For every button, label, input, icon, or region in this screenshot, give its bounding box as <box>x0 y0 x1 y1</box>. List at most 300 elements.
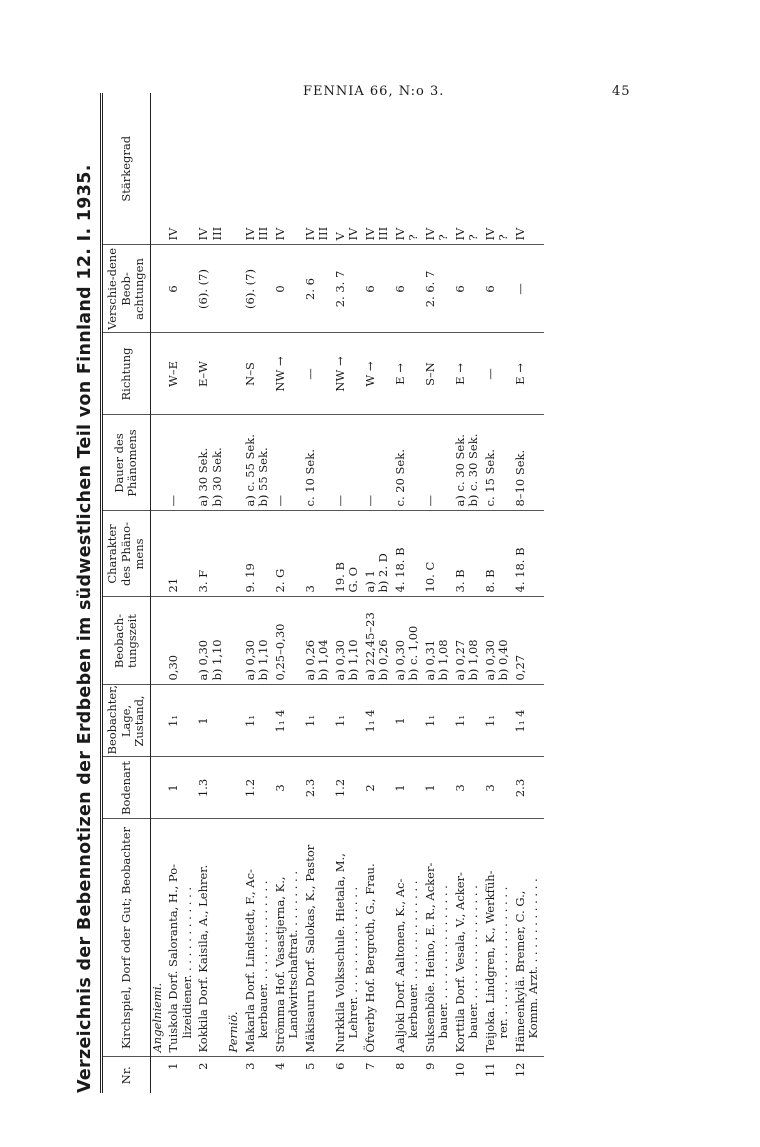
cell-staerkegrad-line: IV <box>422 227 437 241</box>
cell-kirchspiel <box>334 819 361 1057</box>
cell-staerkegrad-line: IV <box>302 227 317 241</box>
cell-verschiedene-line: (6). (7) <box>242 269 257 309</box>
cell-zeit <box>484 597 511 685</box>
cell-beobachter <box>304 685 331 757</box>
cell-zeit <box>274 597 301 685</box>
cell-kirchspiel-line: Tuiskola Dorf. Saloranta, H., Po- <box>166 864 180 1053</box>
cell-kirchspiel <box>454 819 481 1057</box>
cell-dauer <box>304 415 331 511</box>
cell-bodenart-line: 3 <box>482 784 497 792</box>
cell-zeit <box>334 597 361 685</box>
cell-charakter <box>394 511 421 597</box>
cell-dauer <box>197 415 224 511</box>
cell-beobachter-line: 1₁ 4 <box>272 709 287 733</box>
cell-dauer <box>514 415 541 511</box>
cell-zeit-line: a) 0,26 <box>302 639 317 681</box>
cell-richtung <box>454 333 481 415</box>
cell-dauer <box>244 415 271 511</box>
col-header-verschiedene: Verschie-dene Beob-achtungen <box>102 245 151 333</box>
col-header-dauer: Dauer des Phänomens <box>102 415 151 511</box>
cell-beobachter <box>514 685 541 757</box>
cell-kirchspiel <box>167 819 194 1057</box>
cell-dauer-line: — <box>166 495 180 507</box>
cell-dauer-line: 8–10 Sek. <box>512 449 527 507</box>
cell-kirchspiel <box>304 819 331 1057</box>
cell-kirchspiel-line-2: rer. . . . . . . . . . . . . . . . . . . <box>496 886 510 1039</box>
cell-richtung-line: — <box>302 368 317 380</box>
cell-verschiedene-line: 6 <box>452 285 467 293</box>
cell-staerkegrad-line: IV <box>392 227 407 241</box>
cell-beobachter <box>197 685 224 757</box>
cell-verschiedene <box>167 245 194 333</box>
cell-dauer-line-2: b) c. 30 Sek. <box>466 433 480 507</box>
cell-nr <box>197 1057 224 1093</box>
cell-dauer-line: a) c. 55 Sek. <box>242 434 257 507</box>
cell-beobachter <box>334 685 361 757</box>
cell-nr-line: 1 <box>166 1062 180 1070</box>
cell-staerkegrad-line-2: III <box>256 226 270 241</box>
cell-charakter <box>197 511 224 597</box>
cell-staerkegrad-line-2: ? <box>496 234 510 241</box>
cell-beobachter <box>364 685 391 757</box>
cell-nr <box>150 1057 164 1093</box>
cell-nr <box>364 1057 391 1093</box>
cell-zeit-line-2: b) 1,10 <box>256 639 270 681</box>
table-row <box>244 93 271 1093</box>
cell-staerkegrad-line-2: IV <box>346 227 360 241</box>
cell-beobachter <box>244 685 271 757</box>
cell-charakter-line: 3 <box>302 585 317 593</box>
cell-charakter-line: 4. 18. B <box>512 547 527 593</box>
spacer-cell <box>541 597 544 685</box>
cell-staerkegrad <box>424 93 451 245</box>
cell-staerkegrad-line-2: ? <box>436 234 450 241</box>
cell-charakter <box>227 511 241 597</box>
cell-charakter <box>334 511 361 597</box>
cell-bodenart-line: 1 <box>392 784 407 792</box>
cell-zeit-line: 0,30 <box>166 654 180 681</box>
cell-kirchspiel <box>394 819 421 1057</box>
cell-zeit-line-2: b) 0,40 <box>496 639 510 681</box>
cell-bodenart-line: 3 <box>452 784 467 792</box>
cell-richtung-line: E → <box>512 363 527 385</box>
cell-richtung-line: E → <box>452 363 467 385</box>
cell-charakter-line: 9. 19 <box>242 563 257 593</box>
cell-dauer-line: c. 20 Sek. <box>392 449 407 507</box>
cell-bodenart <box>424 757 451 819</box>
cell-beobachter-line: 1₁ <box>332 715 347 727</box>
cell-zeit <box>424 597 451 685</box>
cell-dauer-line-2: b) 55 Sek. <box>256 447 270 507</box>
cell-bodenart <box>394 757 421 819</box>
table-header-row <box>102 93 151 1093</box>
cell-staerkegrad <box>227 93 241 245</box>
cell-beobachter <box>167 685 194 757</box>
table-row <box>274 93 301 1093</box>
cell-verschiedene <box>274 245 301 333</box>
cell-staerkegrad <box>484 93 511 245</box>
col-header-charakter: Charakter des Phäno-mens <box>102 511 151 597</box>
cell-richtung <box>304 333 331 415</box>
cell-bodenart-line: 1.3 <box>196 778 210 798</box>
cell-verschiedene-line: — <box>512 283 527 295</box>
col-header-nr: Nr. <box>102 1057 151 1093</box>
cell-charakter <box>454 511 481 597</box>
cell-zeit <box>454 597 481 685</box>
cell-richtung <box>244 333 271 415</box>
cell-verschiedene <box>364 245 391 333</box>
cell-zeit <box>197 597 224 685</box>
cell-nr <box>424 1057 451 1093</box>
cell-richtung <box>484 333 511 415</box>
cell-charakter <box>514 511 541 597</box>
cell-bodenart <box>167 757 194 819</box>
cell-verschiedene-line: 6 <box>362 285 377 293</box>
cell-bodenart <box>334 757 361 819</box>
cell-kirchspiel-line: Öfverby Hof. Bergroth, G., Frau. <box>362 863 377 1053</box>
table-row <box>484 93 511 1093</box>
table-row <box>424 93 451 1093</box>
cell-charakter-line: 3. B <box>452 569 467 593</box>
cell-staerkegrad <box>304 93 331 245</box>
cell-staerkegrad <box>244 93 271 245</box>
cell-zeit-line: 0,27 <box>512 654 527 681</box>
cell-zeit <box>394 597 421 685</box>
region-row <box>150 93 164 1093</box>
cell-charakter <box>304 511 331 597</box>
cell-zeit-line-2: b) 1,08 <box>436 639 450 681</box>
cell-beobachter-line: 1₁ <box>482 715 497 727</box>
cell-kirchspiel <box>197 819 224 1057</box>
cell-staerkegrad-line-2: III <box>376 226 390 241</box>
cell-verschiedene-line: 6 <box>392 285 407 293</box>
cell-bodenart <box>274 757 301 819</box>
cell-staerkegrad-line: IV <box>512 227 527 241</box>
cell-kirchspiel-line-2: Lehrer. . . . . . . . . . . . . . . . <box>346 886 360 1039</box>
cell-richtung-line: NW → <box>272 356 287 392</box>
cell-beobachter-line: 1₁ 4 <box>512 709 527 733</box>
cell-zeit-line: a) 0,30 <box>392 639 407 681</box>
cell-zeit-line-2: b) 1,10 <box>346 639 360 681</box>
region-name: Perniö. <box>227 819 241 1057</box>
cell-nr-line: 10 <box>452 1062 467 1078</box>
cell-verschiedene <box>244 245 271 333</box>
cell-kirchspiel-line: Hämeenkylä. Bremer, C. G., <box>512 890 527 1053</box>
cell-staerkegrad <box>274 93 301 245</box>
table-row <box>197 93 224 1093</box>
cell-zeit <box>227 597 241 685</box>
cell-charakter-line-2: G. O <box>346 566 360 593</box>
cell-kirchspiel <box>484 819 511 1057</box>
cell-dauer <box>227 415 241 511</box>
cell-charakter-line: 4. 18. B <box>392 547 407 593</box>
cell-verschiedene-line: 6 <box>482 285 497 293</box>
cell-dauer-line: — <box>272 495 287 507</box>
cell-verschiedene-line: 2. 6 <box>302 278 317 300</box>
rotated-table-block <box>70 93 640 1093</box>
cell-zeit-line: a) 0,30 <box>332 639 347 681</box>
cell-bodenart-line: 1 <box>166 784 180 792</box>
cell-richtung-line: E–W <box>196 361 210 387</box>
cell-kirchspiel <box>424 819 451 1057</box>
cell-zeit-line: a) 0,27 <box>452 639 467 681</box>
cell-richtung <box>334 333 361 415</box>
cell-verschiedene <box>150 245 164 333</box>
cell-staerkegrad-line-2: III <box>316 226 330 241</box>
cell-staerkegrad <box>150 93 164 245</box>
cell-beobachter <box>424 685 451 757</box>
cell-zeit-line-2: b) 1,04 <box>316 639 330 681</box>
cell-bodenart <box>364 757 391 819</box>
cell-richtung-line: S–N <box>422 362 437 386</box>
cell-dauer-line: c. 10 Sek. <box>302 449 317 507</box>
cell-nr-line: 6 <box>332 1062 347 1070</box>
cell-nr <box>334 1057 361 1093</box>
cell-dauer <box>167 415 194 511</box>
cell-charakter-line: 19. B <box>332 562 347 593</box>
cell-kirchspiel-line-2: kerbauer. . . . . . . . . . . . . . . <box>406 880 420 1039</box>
cell-beobachter-line: 1 <box>196 717 210 725</box>
table-body <box>150 93 544 1093</box>
cell-kirchspiel <box>244 819 271 1057</box>
cell-richtung <box>364 333 391 415</box>
cell-richtung <box>394 333 421 415</box>
cell-dauer <box>150 415 164 511</box>
cell-richtung <box>514 333 541 415</box>
cell-charakter-line: a) 1 <box>362 570 377 593</box>
cell-staerkegrad <box>197 93 224 245</box>
cell-bodenart-line: 2.3 <box>512 778 527 798</box>
cell-zeit <box>150 597 164 685</box>
cell-verschiedene-line: (6). (7) <box>196 269 210 309</box>
cell-staerkegrad <box>334 93 361 245</box>
cell-nr-line: 5 <box>302 1062 317 1070</box>
cell-charakter-line: 8. B <box>482 569 497 593</box>
cell-verschiedene <box>334 245 361 333</box>
cell-nr <box>454 1057 481 1093</box>
cell-dauer-line: c. 15 Sek. <box>482 449 497 507</box>
cell-dauer-line: — <box>422 495 437 507</box>
cell-nr-line: 9 <box>422 1062 437 1070</box>
cell-staerkegrad-line: IV <box>272 227 287 241</box>
cell-kirchspiel <box>514 819 541 1057</box>
cell-bodenart-line: 3 <box>272 784 287 792</box>
cell-charakter-line: 3. F <box>196 569 210 593</box>
col-header-richtung: Richtung <box>102 333 151 415</box>
cell-staerkegrad <box>394 93 421 245</box>
cell-verschiedene-line: 6 <box>166 285 180 293</box>
earthquake-table <box>100 93 544 1093</box>
col-header-beobachter: Beobachter, Lage, Zustand, <box>102 685 151 757</box>
cell-beobachter-line: 1₁ <box>302 715 317 727</box>
cell-verschiedene <box>197 245 224 333</box>
cell-kirchspiel-line: Strömma Hof. Vasastjerna, K., <box>272 876 287 1053</box>
table-row <box>334 93 361 1093</box>
cell-beobachter <box>394 685 421 757</box>
cell-beobachter-line: 1₁ <box>242 715 257 727</box>
cell-bodenart <box>484 757 511 819</box>
cell-kirchspiel-line: Teijoka. Lindgren, K., Werkfüh- <box>482 870 497 1053</box>
cell-bodenart-line: 1.2 <box>332 778 347 798</box>
cell-nr <box>514 1057 541 1093</box>
cell-staerkegrad <box>364 93 391 245</box>
cell-bodenart <box>244 757 271 819</box>
cell-kirchspiel-line: Nurkkila Volksschule. Hietala, M., <box>332 853 347 1053</box>
table-title: Verzeichnis der Bebennotizen der Erdbeben im südwestlichen Teil von Finnland 12. I. 1935. <box>75 164 95 1093</box>
cell-kirchspiel-line-2: bauer. . . . . . . . . . . . . . . . . <box>436 885 450 1039</box>
cell-kirchspiel-line: Aaljoki Dorf. Aaltonen, K., Ac- <box>392 878 407 1053</box>
table-row <box>304 93 331 1093</box>
cell-richtung <box>197 333 224 415</box>
cell-zeit-line-2: b) 0,26 <box>376 639 390 681</box>
cell-nr <box>484 1057 511 1093</box>
cell-kirchspiel <box>274 819 301 1057</box>
spacer-cell <box>541 93 544 245</box>
spacer-cell <box>541 1057 544 1093</box>
cell-staerkegrad-line: V <box>332 232 347 241</box>
cell-richtung-line: N–S <box>242 362 257 386</box>
cell-kirchspiel-line: Suksenböle. Heino, E. R., Acker- <box>422 862 437 1053</box>
region-row <box>227 93 241 1093</box>
cell-bodenart-line: 1 <box>422 784 437 792</box>
cell-zeit <box>514 597 541 685</box>
cell-beobachter-line: 1 <box>392 717 407 725</box>
cell-kirchspiel-line: Mäkisauru Dorf. Salokas, K., Pastor <box>302 844 317 1053</box>
cell-kirchspiel-line-2: Landwirtschaftrat. . . . . . . . . <box>286 870 300 1039</box>
cell-beobachter-line: 1₁ <box>422 715 437 727</box>
cell-charakter <box>424 511 451 597</box>
cell-bodenart <box>227 757 241 819</box>
cell-staerkegrad-line: IV <box>452 227 467 241</box>
spacer-cell <box>541 757 544 819</box>
cell-kirchspiel <box>364 819 391 1057</box>
cell-charakter <box>167 511 194 597</box>
cell-zeit-line: 0,25–0,30 <box>272 623 287 681</box>
cell-nr-line: 8 <box>392 1062 407 1070</box>
cell-bodenart-line: 2.3 <box>302 778 317 798</box>
cell-bodenart-line: 1.2 <box>242 778 257 798</box>
cell-zeit <box>167 597 194 685</box>
cell-charakter <box>274 511 301 597</box>
cell-dauer-line: — <box>332 495 347 507</box>
cell-nr-line: 7 <box>362 1062 377 1070</box>
cell-bodenart <box>454 757 481 819</box>
cell-zeit <box>304 597 331 685</box>
cell-verschiedene <box>304 245 331 333</box>
cell-dauer-line: — <box>362 495 377 507</box>
spacer-cell <box>541 333 544 415</box>
cell-zeit <box>364 597 391 685</box>
cell-staerkegrad <box>454 93 481 245</box>
cell-staerkegrad-line: IV <box>362 227 377 241</box>
region-name: Angelniemi. <box>150 819 164 1057</box>
col-header-kirchspiel: Kirchspiel, Dorf oder Gut; Beobachter <box>102 819 151 1057</box>
cell-staerkegrad-line-2: III <box>209 226 224 241</box>
cell-richtung-line: — <box>482 368 497 380</box>
cell-bodenart-line: 2 <box>362 784 377 792</box>
cell-nr <box>274 1057 301 1093</box>
cell-verschiedene <box>514 245 541 333</box>
cell-kirchspiel-line-2: lizeidiener. . . . . . . . . . . . . <box>179 886 194 1039</box>
cell-richtung-line: E → <box>392 363 407 385</box>
cell-beobachter-line: 1₁ <box>166 715 180 727</box>
cell-staerkegrad-line: IV <box>196 227 210 241</box>
cell-kirchspiel-line-2: kerbauer. . . . . . . . . . . . . . . <box>256 880 270 1039</box>
cell-nr-line: 12 <box>512 1062 527 1078</box>
cell-beobachter <box>150 685 164 757</box>
cell-dauer <box>394 415 421 511</box>
table-row <box>167 93 194 1093</box>
cell-dauer <box>334 415 361 511</box>
cell-charakter <box>484 511 511 597</box>
cell-kirchspiel-line-2: bauer. . . . . . . . . . . . . . . . . <box>466 885 480 1039</box>
cell-verschiedene <box>454 245 481 333</box>
cell-zeit-line-2: b) c. 1,00 <box>406 625 420 681</box>
cell-nr <box>394 1057 421 1093</box>
table-row <box>364 93 391 1093</box>
cell-beobachter <box>484 685 511 757</box>
cell-verschiedene <box>394 245 421 333</box>
cell-verschiedene <box>424 245 451 333</box>
cell-richtung-line: NW → <box>332 356 347 392</box>
cell-nr <box>167 1057 194 1093</box>
table-row <box>514 93 541 1093</box>
cell-staerkegrad-line: IV <box>166 227 180 241</box>
spacer-cell <box>541 819 544 1057</box>
cell-staerkegrad-line-2: ? <box>466 234 480 241</box>
cell-kirchspiel-line: Korttila Dorf. Vesala, V., Acker- <box>452 872 467 1053</box>
cell-richtung <box>150 333 164 415</box>
cell-charakter-line: 2. G <box>272 568 287 593</box>
spacer-cell <box>541 685 544 757</box>
cell-nr-line: 11 <box>482 1062 497 1078</box>
cell-dauer <box>364 415 391 511</box>
col-header-staerkegrad: Stärkegrad <box>102 93 151 245</box>
cell-verschiedene <box>227 245 241 333</box>
cell-nr-line: 4 <box>272 1062 287 1070</box>
cell-bodenart <box>514 757 541 819</box>
cell-charakter-line-2: b) 2. D <box>376 553 390 593</box>
cell-richtung <box>274 333 301 415</box>
cell-beobachter <box>227 685 241 757</box>
cell-verschiedene-line: 2. 3. 7 <box>332 270 347 308</box>
cell-charakter-line: 10. C <box>422 561 437 593</box>
cell-zeit-line: a) 0,30 <box>242 639 257 681</box>
cell-beobachter-line: 1₁ 4 <box>362 709 377 733</box>
cell-dauer <box>484 415 511 511</box>
cell-beobachter <box>274 685 301 757</box>
cell-richtung <box>227 333 241 415</box>
cell-verschiedene <box>484 245 511 333</box>
cell-dauer <box>454 415 481 511</box>
cell-nr <box>227 1057 241 1093</box>
cell-zeit-line: a) 0,30 <box>196 639 210 681</box>
cell-kirchspiel-line: Kokkila Dorf. Kaisila, A., Lehrer. <box>196 864 210 1053</box>
cell-beobachter-line: 1₁ <box>452 715 467 727</box>
spacer-cell <box>541 245 544 333</box>
cell-staerkegrad-line: IV <box>482 227 497 241</box>
cell-dauer <box>424 415 451 511</box>
cell-nr-line: 2 <box>196 1062 210 1070</box>
cell-charakter <box>364 511 391 597</box>
spacer-cell <box>541 511 544 597</box>
cell-charakter <box>150 511 164 597</box>
row-spacer <box>541 93 544 1093</box>
cell-dauer-line: a) 30 Sek. <box>196 447 210 507</box>
running-head: FENNIA 66, N:o 3. <box>303 84 445 99</box>
table-row <box>454 93 481 1093</box>
cell-richtung-line: W–E <box>166 361 180 387</box>
